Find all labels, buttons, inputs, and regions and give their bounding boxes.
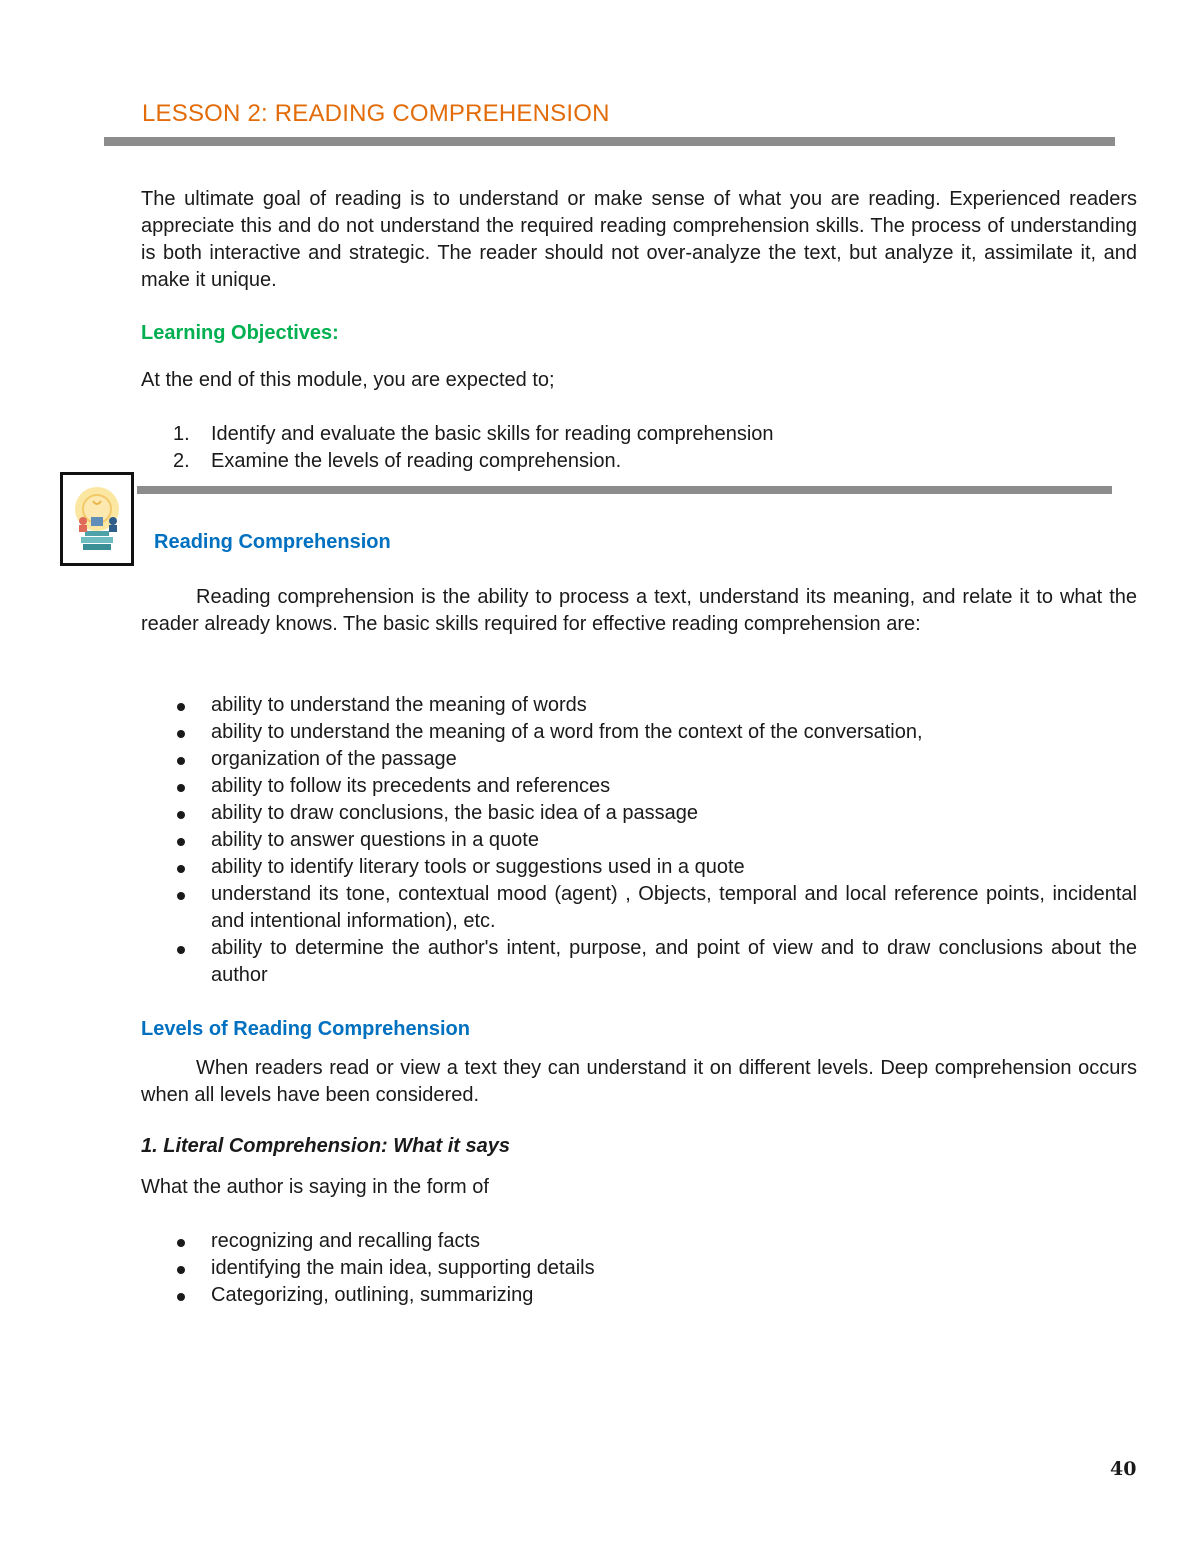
list-item: Categorizing, outlining, summarizing (171, 1282, 1137, 1309)
levels-heading: Levels of Reading Comprehension (141, 1018, 470, 1040)
reading-comprehension-heading: Reading Comprehension (154, 531, 391, 553)
item-number: 1. (173, 423, 190, 445)
skills-list (171, 692, 1137, 989)
objectives-heading: Learning Objectives: (141, 322, 339, 344)
reading-comprehension-paragraph: Reading comprehension is the ability to process a text, understand its meaning, and relate it to what the reader already knows. The basic skills required for effective reading comprehension are: (141, 586, 1137, 635)
list-item: recognizing and recalling facts (171, 1228, 1137, 1255)
section-divider (137, 486, 1112, 494)
list-item: ability to answer questions in a quote (171, 827, 1137, 854)
list-item (173, 448, 774, 475)
item-number: 2. (173, 450, 190, 472)
list-item: ability to determine the author's intent, purpose, and point of view and to draw conclusions about the author (171, 935, 1137, 989)
page-number: 40 (1110, 1458, 1137, 1480)
list-item: ability to identify literary tools or suggestions used in a quote (171, 854, 1137, 881)
list-item (173, 421, 774, 448)
list-item: organization of the passage (171, 746, 1137, 773)
title-divider (104, 137, 1115, 146)
levels-paragraph: When readers read or view a text they can understand it on different levels. Deep comprehension occurs when all levels have been considered. (141, 1057, 1137, 1106)
lesson-title: LESSON 2: READING COMPREHENSION (142, 100, 610, 127)
intro-paragraph: The ultimate goal of reading is to understand or make sense of what you are reading. Experienced readers appreciate this and do not understand the required reading comprehension skills. The process of understanding is both interactive and strategic. The reader should not over-analyze the text, but analyze it, assimilate it, and make it unique. (141, 188, 1137, 291)
list-item: ability to draw conclusions, the basic idea of a passage (171, 800, 1137, 827)
item-text: Examine the levels of reading comprehension. (211, 450, 622, 472)
list-item: identifying the main idea, supporting details (171, 1255, 1137, 1282)
lightbulb-reading-icon (60, 472, 134, 566)
list-item: ability to understand the meaning of words (171, 692, 1137, 719)
list-item: ability to understand the meaning of a word from the context of the conversation, (171, 719, 1137, 746)
literal-lead: What the author is saying in the form of (141, 1176, 489, 1198)
objectives-list (173, 421, 774, 475)
item-text: Identify and evaluate the basic skills for reading comprehension (211, 423, 774, 445)
literal-list (171, 1228, 1137, 1309)
list-item: understand its tone, contextual mood (agent) , Objects, temporal and local reference points, incidental and intentional information), etc. (171, 881, 1137, 935)
list-item: ability to follow its precedents and references (171, 773, 1137, 800)
objectives-lead: At the end of this module, you are expected to; (141, 369, 555, 391)
literal-heading: 1. Literal Comprehension: What it says (141, 1135, 510, 1157)
